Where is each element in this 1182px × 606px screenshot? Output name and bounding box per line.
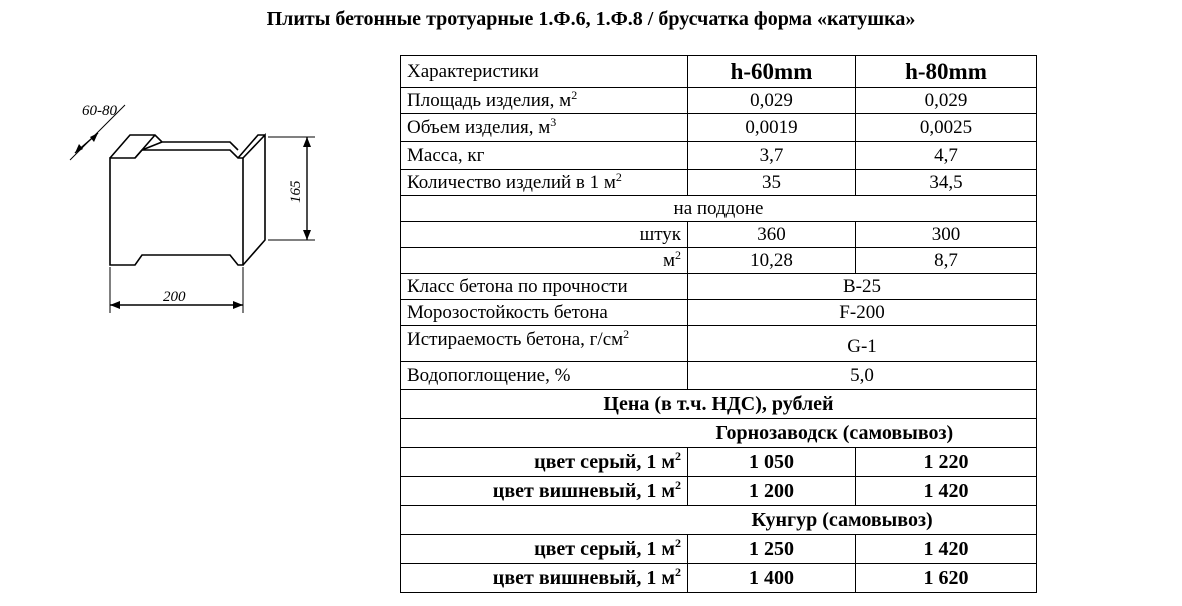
qty-h80: 34,5	[856, 170, 1037, 196]
dim-thickness-label: 60-80	[82, 103, 117, 119]
area-label: Площадь изделия, $м^2$	[401, 88, 688, 114]
volume-h80: 0,0025	[856, 114, 1037, 142]
gornozavodsk-cherry-label: цвет вишневый, 1 $м^2$	[401, 477, 688, 506]
mass-label: Масса, кг	[401, 142, 688, 170]
dim-height-label: 165	[288, 180, 304, 203]
strength-value: В-25	[688, 274, 1037, 300]
table-row	[401, 390, 1037, 419]
table-row	[401, 222, 1037, 248]
table-row	[401, 448, 1037, 477]
water-value: 5,0	[688, 362, 1037, 390]
kungur-cherry-label: цвет вишневый, 1 $м^2$	[401, 564, 688, 593]
water-label: Водопоглощение, %	[401, 362, 688, 390]
table-row	[401, 248, 1037, 274]
pallet-m2-label: $м^2$	[401, 248, 688, 274]
table-row	[401, 274, 1037, 300]
kungur-cherry-h80: 1 620	[856, 564, 1037, 593]
stone-front-face	[110, 150, 243, 265]
kungur-gray-h60: 1 250	[688, 535, 856, 564]
table-row	[401, 142, 1037, 170]
abrasion-value: G-1	[688, 326, 1037, 362]
frost-label: Морозостойкость бетона	[401, 300, 688, 326]
pallet-pcs-h60: 360	[688, 222, 856, 248]
mass-h80: 4,7	[856, 142, 1037, 170]
frost-value: F-200	[688, 300, 1037, 326]
dim-width-label: 200	[163, 289, 186, 305]
kungur-cherry-h60: 1 400	[688, 564, 856, 593]
pallet-m2-h80: 8,7	[856, 248, 1037, 274]
table-row	[401, 114, 1037, 142]
table-row	[401, 300, 1037, 326]
kungur-gray-h80: 1 420	[856, 535, 1037, 564]
gornozavodsk-gray-h60: 1 050	[688, 448, 856, 477]
mass-h60: 3,7	[688, 142, 856, 170]
kungur-gray-label: цвет серый, 1 $м^2$	[401, 535, 688, 564]
table-row	[401, 170, 1037, 196]
gornozavodsk-cherry-h60: 1 200	[688, 477, 856, 506]
strength-label: Класс бетона по прочности	[401, 274, 688, 300]
table-row	[401, 535, 1037, 564]
paving-stone-drawing	[60, 95, 360, 325]
area-h60: 0,029	[688, 88, 856, 114]
location-kungur: Кунгур (самовывоз)	[688, 506, 1037, 535]
area-h80: 0,029	[856, 88, 1037, 114]
table-row	[401, 196, 1037, 222]
pallet-pcs-label: штук	[401, 222, 688, 248]
pallet-header: на поддоне	[401, 196, 1037, 222]
pallet-pcs-h80: 300	[856, 222, 1037, 248]
table-row	[401, 477, 1037, 506]
qty-h60: 35	[688, 170, 856, 196]
table-row	[401, 326, 1037, 362]
col-header-h60: h-60mm	[688, 56, 856, 88]
price-header: Цена (в т.ч. НДС), рублей	[401, 390, 1037, 419]
table-row	[401, 362, 1037, 390]
volume-label: Объем изделия, $м^3$	[401, 114, 688, 142]
stone-top-depth	[110, 135, 265, 265]
gornozavodsk-gray-h80: 1 220	[856, 448, 1037, 477]
table-row	[401, 419, 1037, 448]
table-row	[401, 506, 1037, 535]
gornozavodsk-gray-label: цвет серый, 1 $м^2$	[401, 448, 688, 477]
header-row	[401, 56, 1037, 88]
table-row	[401, 88, 1037, 114]
qty-label: Количество изделий в 1 $м^2$	[401, 170, 688, 196]
abrasion-label: Истираемость бетона, $г/см^2$	[401, 326, 688, 362]
pallet-m2-h60: 10,28	[688, 248, 856, 274]
page-title: Плиты бетонные тротуарные 1.Ф.6, 1.Ф.8 / брусчатка форма «катушка»	[266, 8, 916, 30]
gornozavodsk-cherry-h80: 1 420	[856, 477, 1037, 506]
location-gornozavodsk: Горнозаводск (самовывоз)	[688, 419, 1037, 448]
col-header-characteristics: Характеристики	[401, 56, 688, 88]
specs-table	[400, 55, 1037, 593]
table-row	[401, 564, 1037, 593]
col-header-h80: h-80mm	[856, 56, 1037, 88]
volume-h60: 0,0019	[688, 114, 856, 142]
